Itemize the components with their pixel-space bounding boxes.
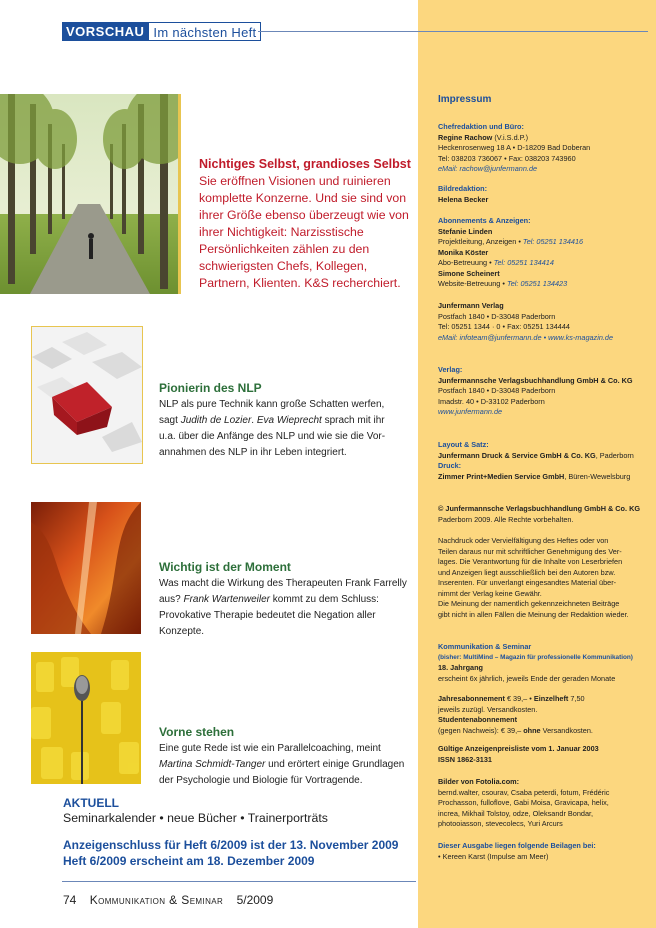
story-title: Vorne stehen [159, 725, 235, 739]
imp-line [438, 133, 648, 144]
imp-line: Imadstr. 40 • D-33102 Paderborn [438, 396, 545, 406]
text: , Paderborn [595, 450, 634, 460]
next-issue-label: Im nächsten Heft [148, 22, 261, 41]
imp-email: eMail: rachow@junfermann.de [438, 164, 538, 173]
imp-email: eMail: infoteam@junfermann.de • www.ks-magazin.de [438, 332, 614, 342]
imp-web: www.junfermann.de [438, 407, 503, 416]
story-line: Provokative Therapie bedeutet die Negation aller [159, 610, 376, 621]
story-line: der Psychologie und Biologie für Vortragende. [159, 775, 363, 786]
text: Zimmer Print+Medien Service GmbH [438, 471, 565, 481]
deadline-notice [63, 837, 398, 869]
text: aus? [159, 594, 184, 605]
text: (gegen Nachweis): € 39,– [438, 725, 524, 735]
author-name: Judith de Lozier [180, 415, 252, 426]
impressum-preisliste [438, 744, 648, 765]
story-line: u.a. über die Anfänge des NLP und wie sie die Vor- [159, 431, 386, 442]
story-body [159, 397, 409, 461]
story-line [159, 413, 409, 429]
paper-boats-photo [31, 326, 143, 464]
text: sagt [159, 415, 181, 426]
impressum-layout [438, 440, 648, 482]
imp-heading: Layout & Satz: [438, 440, 489, 449]
text: und erörtert einige Grundlagen [265, 759, 405, 770]
imp-line [438, 237, 648, 248]
imp-line [438, 451, 648, 462]
imp-line: Simone Scheinert [438, 268, 500, 278]
imp-line: ISSN 1862-3131 [438, 754, 492, 764]
imp-heading: Abonnements & Anzeigen: [438, 216, 531, 225]
story-line: NLP als pure Technik kann große Schatten werfen, [159, 399, 385, 410]
story-line: annahmen des NLP in ihr Leben integriert. [159, 447, 347, 458]
imp-heading: Verlag: [438, 365, 463, 374]
imp-heading: Bildredaktion: [438, 184, 488, 193]
imp-line: Die Meinung der namentlich gekennzeichneten Beiträge [438, 599, 620, 608]
story-body [159, 576, 414, 640]
text: ohne [523, 725, 541, 735]
section-header [62, 22, 261, 41]
imp-line: Postfach 1840 • D-33048 Paderborn [438, 311, 556, 321]
imp-heading: Bilder von Fotolia.com: [438, 777, 520, 786]
story-title: Pionierin des NLP [159, 381, 262, 395]
imp-line: bernd.walter, csourav, Csaba peterdi, fotum, Frédéric [438, 787, 610, 797]
imp-line: Studentenabonnement [438, 715, 518, 724]
imp-line: 18. Jahrgang [438, 663, 484, 672]
imp-line: erscheint 6x jährlich, jeweils Ende der geraden Monate [438, 673, 616, 683]
impressum-legal [438, 536, 648, 620]
text: Junfermann Druck & Service GmbH & Co. KG [438, 450, 596, 460]
story-title: Wichtig ist der Moment [159, 560, 291, 574]
imp-line: und Anzeigen liegt ausschließlich bei den Autoren bzw. [438, 567, 616, 577]
imp-line: © Junfermannsche Verlagsbuchhandlung GmbH & Co. KG [438, 504, 641, 513]
impressum-chefredaktion [438, 122, 648, 175]
text: Abo-Betreuung • [438, 258, 494, 267]
story-line: Konzepte. [159, 626, 205, 637]
impressum-bildredaktion [438, 184, 648, 205]
imp-line [438, 279, 648, 290]
imp-line: Nachdruck oder Vervielfältigung des Heftes oder von [438, 536, 609, 545]
imp-line: Postfach 1840 • D-33048 Paderborn [438, 386, 556, 395]
footer-rule [62, 881, 416, 882]
text: kommt zu dem Schluss: [269, 594, 379, 605]
page-number: 74 [63, 893, 77, 907]
text: Tel: 05251 134416 [522, 237, 584, 246]
imp-heading: Chefredaktion und Büro: [438, 122, 524, 131]
imp-line: Junfermann Verlag [438, 301, 504, 310]
imp-line: Paderborn 2009. Alle Rechte vorbehalten. [438, 514, 574, 524]
story-line [159, 757, 414, 773]
impressum-copyright [438, 504, 648, 525]
text: 7,50 [568, 694, 585, 703]
header-rule [258, 31, 648, 32]
imp-line: Junfermannsche Verlagsbuchhandlung GmbH & Co. KG [438, 375, 633, 385]
text: , Büren-Wewelsburg [564, 471, 631, 481]
story-line: Eine gute Rede ist wie ein Parallelcoaching, meint [159, 743, 381, 754]
imp-line: Heckenrosenweg 18 A • D-18209 Bad Doberan [438, 143, 591, 152]
story-line: Was macht die Wirkung des Therapeuten Frank Farrelly [159, 578, 407, 589]
text: Regine Rachow [438, 132, 493, 142]
imp-line: gibt nicht in allen Fällen die Meinung der Redaktion wieder. [438, 609, 629, 619]
magazine-name: Kommunikation & Seminar [89, 893, 224, 907]
imp-line: photooiasson, stevecolecs, Yuri Arcurs [438, 819, 563, 828]
text: Tel: 05251 134414 [493, 258, 554, 267]
imp-line: Teilen daraus nur mit schriftlicher Genehmigung des Ver- [438, 546, 622, 556]
lead-story-title: Nichtiges Selbst, grandioses Selbst [199, 157, 411, 171]
imp-line: (bisher: MultiMind – Magazin für professionelle Kommunikation) [438, 653, 633, 661]
aktuell-heading: AKTUELL [63, 796, 119, 810]
imp-line [438, 472, 648, 483]
author-name: Frank Wartenweiler [183, 594, 270, 605]
author-name: Martina Schmidt-Tanger [159, 759, 266, 770]
tree-avenue-photo [0, 94, 181, 294]
text: € 39,– • [504, 694, 534, 703]
imp-line: jeweils zuzügl. Versandkosten. [438, 704, 538, 714]
aktuell-text: Seminarkalender • neue Bücher • Trainerporträts [63, 811, 328, 825]
text: Website-Betreuung • [438, 279, 507, 288]
text: (V.i.S.d.P.) [492, 132, 529, 142]
text: Einzelheft [533, 694, 569, 703]
text: Projektleitung, Anzeigen • [438, 237, 523, 246]
imp-line: Prochasson, fulloflove, Gabi Moisa, Gravicapa, helix, [438, 798, 609, 807]
imp-line: Tel: 038203 736067 • Fax: 038203 743960 [438, 153, 576, 163]
deadline-line: Heft 6/2009 erscheint am 18. Dezember 2009 [63, 854, 315, 868]
imp-line: Inserenten. Für unverlangt eingesandtes Material über- [438, 578, 617, 587]
imp-line: Stefanie Linden [438, 226, 493, 236]
issue-number: 5/2009 [236, 893, 274, 907]
imp-line: Helena Becker [438, 194, 489, 204]
impressum-abonnements [438, 216, 648, 290]
imp-heading: Dieser Ausgabe liegen folgende Beilagen bei: [438, 841, 596, 850]
imp-line: increa, Mikhail Tolstoy, odze, Oleksandr Bondar, [438, 808, 594, 818]
page-footer [63, 893, 273, 907]
imp-line: Gültige Anzeigenpreisliste vom 1. Januar 2003 [438, 744, 599, 753]
imp-heading: Kommunikation & Seminar [438, 642, 532, 651]
text: Versandkosten. [540, 725, 593, 735]
imp-line: • Kereen Karst (Impulse am Meer) [438, 851, 549, 861]
impressum-ks [438, 642, 648, 684]
impressum-title: Impressum [438, 94, 492, 105]
impressum-verlag [438, 365, 648, 418]
text: Tel: 05251 134423 [506, 279, 568, 288]
imp-line [438, 258, 648, 269]
story-body [159, 741, 414, 789]
impressum-prices [438, 694, 648, 736]
imp-heading: Druck: [438, 461, 462, 470]
microphone-photo [31, 652, 141, 784]
text: sprach mit ihr [321, 415, 385, 426]
imp-line: Monika Köster [438, 247, 489, 257]
vorschau-label: VORSCHAU [62, 22, 148, 41]
imp-line: Tel: 05251 1344 · 0 • Fax: 05251 134444 [438, 322, 570, 331]
imp-line [438, 726, 648, 737]
impressum-beilagen [438, 841, 648, 862]
impressum-fotolia [438, 777, 648, 830]
lead-story-body: Sie eröffnen Visionen und ruinieren komplette Konzerne. Und sie sind von ihrer Größe ebenso überzeugt wie von ihrer Nichtigkeit: Narzisstische Persönlichkeiten zählen zu den schwierigsten Chefs, Kollegen, Partnern, Klienten. K&S recherchiert. [199, 174, 409, 290]
author-name: Eva Wieprecht [256, 415, 322, 426]
imp-line: lages. Die Verantwortung für die Inhalte von Leserbriefen [438, 557, 623, 566]
story-line [159, 592, 414, 608]
text: Jahresabonnement [438, 694, 505, 703]
impressum-junfermann-verlag [438, 301, 648, 343]
text: . [251, 415, 257, 426]
imp-line: nimmt der Verlag keine Gewähr. [438, 588, 542, 598]
canyon-photo [31, 502, 141, 634]
deadline-line: Anzeigenschluss für Heft 6/2009 ist der 13. November 2009 [63, 838, 399, 852]
imp-line [438, 694, 648, 705]
